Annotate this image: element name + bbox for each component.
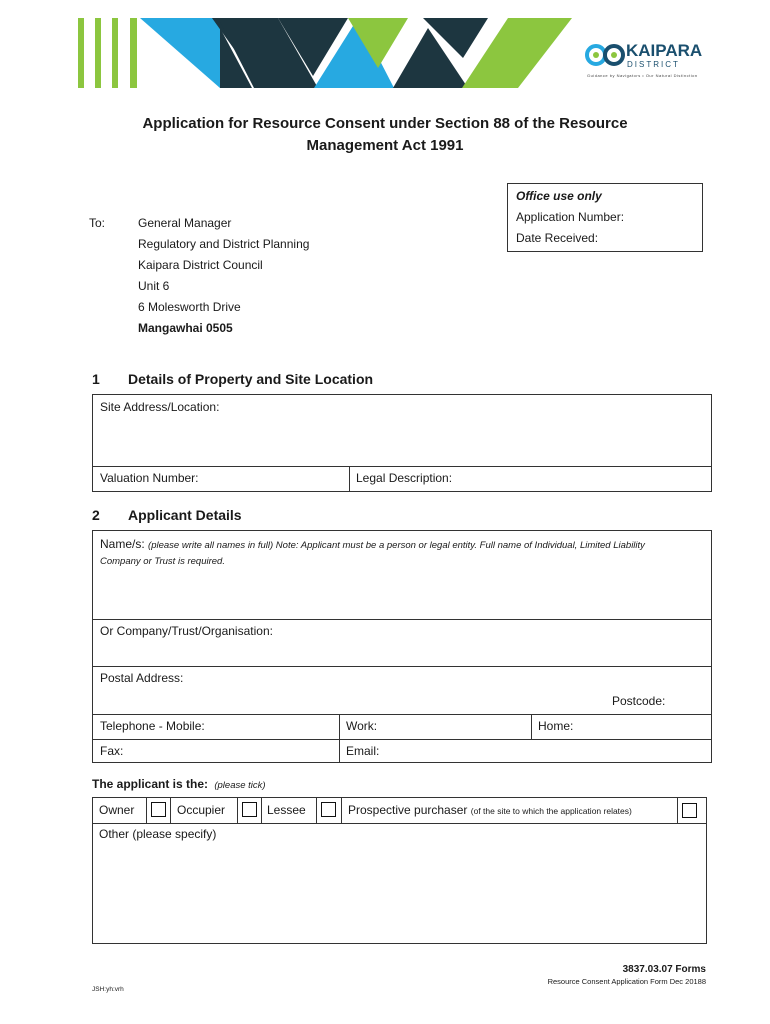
logo-tagline: Guidance by Navigators • Our Natural Distinction xyxy=(587,73,698,78)
title-line-2: Management Act 1991 xyxy=(306,137,464,154)
divider xyxy=(237,798,238,823)
banner-bar-3 xyxy=(112,18,118,88)
address-line-3: Kaipara District Council xyxy=(138,258,263,272)
form-code: 3837.03.07 Forms xyxy=(622,964,706,975)
applicant-is-note: (please tick) xyxy=(214,780,266,791)
applicant-is-row xyxy=(92,777,266,791)
divider xyxy=(261,798,262,823)
logo-wordmark: KAIPARA xyxy=(626,41,703,60)
form-name: Resource Consent Application Form Dec 20188 xyxy=(547,977,706,986)
divider xyxy=(531,714,532,739)
date-received-label: Date Received: xyxy=(516,231,599,245)
applicant-details-box xyxy=(92,530,712,763)
postcode-label: Postcode: xyxy=(612,694,666,708)
divider xyxy=(146,798,147,823)
section-1-number: 1 xyxy=(92,371,100,387)
postal-address-label: Postal Address: xyxy=(100,671,184,685)
fax-label: Fax: xyxy=(100,744,124,758)
names-note-1: (please write all names in full) Note: Applicant must be a person or legal entity. Full name of Individual, Limited Liability xyxy=(148,540,645,551)
divider xyxy=(316,798,317,823)
address-line-5: 6 Molesworth Drive xyxy=(138,300,241,314)
property-details-box xyxy=(92,394,712,492)
lessee-checkbox[interactable] xyxy=(321,802,336,817)
banner-blue-shape xyxy=(140,18,220,88)
author-initials: JSH:yh:vrh xyxy=(92,986,124,993)
banner-bar-4 xyxy=(130,18,137,88)
prospective-purchaser-checkbox[interactable] xyxy=(682,803,697,818)
divider xyxy=(93,466,711,467)
office-use-heading: Office use only xyxy=(516,189,602,203)
divider xyxy=(93,823,706,824)
lessee-label: Lessee xyxy=(267,803,306,817)
divider xyxy=(93,619,711,620)
divider xyxy=(349,466,350,492)
address-line-6: Mangawhai 0505 xyxy=(138,321,233,335)
address-line-2: Regulatory and District Planning xyxy=(138,237,310,251)
divider xyxy=(93,739,711,740)
owner-label: Owner xyxy=(99,803,135,817)
names-note-2: Company or Trust is required. xyxy=(100,556,225,567)
company-label: Or Company/Trust/Organisation: xyxy=(100,624,273,638)
banner-bar-1 xyxy=(78,18,84,88)
title-line-1: Application for Resource Consent under Section 88 of the Resource xyxy=(142,115,628,132)
divider xyxy=(93,714,711,715)
section-2-heading: Applicant Details xyxy=(128,507,242,523)
names-label xyxy=(100,537,645,551)
kdc-banner-graphic xyxy=(78,18,572,88)
valuation-number-label: Valuation Number: xyxy=(100,471,199,485)
application-number-label: Application Number: xyxy=(516,210,625,224)
to-label: To: xyxy=(89,216,106,230)
logo-subtitle: DISTRICT xyxy=(627,60,680,69)
address-line-4: Unit 6 xyxy=(138,279,170,293)
mobile-label: Telephone - Mobile: xyxy=(100,719,205,733)
occupier-checkbox[interactable] xyxy=(242,802,257,817)
prospective-purchaser-note: (of the site to which the application relates) xyxy=(470,806,632,816)
applicant-is-label: The applicant is the: xyxy=(92,777,209,791)
home-label: Home: xyxy=(538,719,574,733)
section-2-number: 2 xyxy=(92,507,100,523)
owner-checkbox[interactable] xyxy=(151,802,166,817)
section-1-heading: Details of Property and Site Location xyxy=(128,371,374,387)
occupier-label: Occupier xyxy=(177,803,226,817)
site-address-label: Site Address/Location: xyxy=(100,400,220,414)
prospective-purchaser-text: Prospective purchaser xyxy=(348,803,468,817)
divider xyxy=(93,666,711,667)
office-use-box xyxy=(507,183,703,252)
address-line-1: General Manager xyxy=(138,216,232,230)
names-label-text: Name/s: xyxy=(100,537,145,551)
work-label: Work: xyxy=(346,719,378,733)
divider xyxy=(341,798,342,823)
page-title xyxy=(90,113,680,157)
prospective-purchaser-label xyxy=(348,803,632,817)
banner-bar-2 xyxy=(95,18,101,88)
email-label: Email: xyxy=(346,744,380,758)
legal-description-label: Legal Description: xyxy=(356,471,453,485)
divider xyxy=(170,798,171,823)
divider xyxy=(677,798,678,823)
other-label: Other (please specify) xyxy=(99,827,217,841)
applicant-type-box xyxy=(92,797,707,944)
